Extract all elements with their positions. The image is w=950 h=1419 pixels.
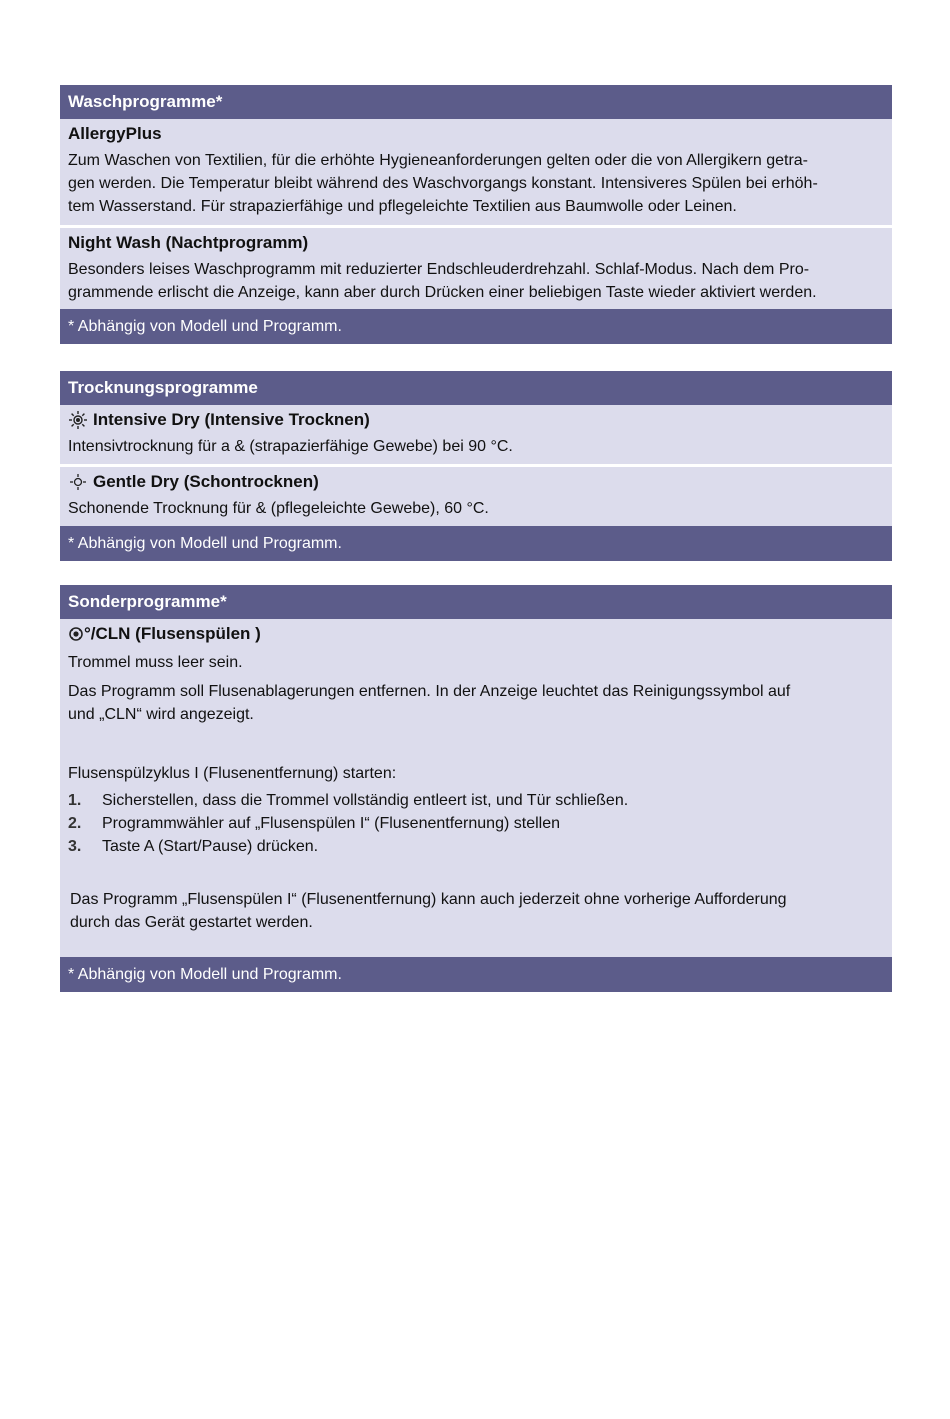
step-item: 2. Programmwähler auf „Flusenspülen I“ (Flusenentfernung) stellen [68, 815, 560, 832]
gentle-dry-title: Gentle Dry (Schontrocknen) [93, 472, 319, 491]
gentle-dry-description: Schonende Trocknung für & (pflegeleichte Gewebe), 60 °C. [68, 500, 489, 517]
wash-programs-table [60, 85, 892, 344]
dry-programs-table [60, 371, 892, 561]
dry-programs-footnote: * Abhängig von Modell und Programm. [60, 526, 892, 561]
steps-intro: Flusenspülzyklus I (Flusenentfernung) starten: [68, 765, 397, 782]
intensive-dry-title: Intensive Dry (Intensive Trocknen) [93, 410, 370, 429]
step-item: 3. Taste A (Start/Pause) drücken. [68, 838, 319, 855]
wash-programs-footnote: * Abhängig von Modell und Programm. [60, 309, 892, 344]
allergyplus-description: Zum Waschen von Textilien, für die erhöhte Hygieneanforderungen gelten oder die von Allergikern getra- gen werden. Die Temperatur bleibt während des Waschvorgangs konstant. Intensiveres Spülen bei erhöh- tem Wasserstand. Für strapazierfähige und pflegeleichte Textilien aus Baumwolle oder Leinen. [68, 152, 818, 215]
steps-list [68, 789, 884, 858]
intensive-dry-icon [68, 410, 88, 430]
night-wash-title: Night Wash (Nachtprogramm) [68, 233, 309, 252]
intensive-dry-description: Intensivtrocknung für a & (strapazierfähige Gewebe) bei 90 °C. [68, 438, 513, 455]
gentle-dry-row [60, 464, 892, 526]
night-wash-description: Besonders leises Waschprogramm mit reduzierter Endschleuderdrehzahl. Schlaf-Modus. Nach dem Pro- grammende erlischt die Anzeige, kann aber durch Drücken einer beliebigen Taste wieder aktiviert werden. [68, 261, 817, 301]
dry-programs-header: Trocknungsprogramme [60, 371, 892, 405]
special-programs-table [60, 585, 892, 992]
special-programs-footnote: * Abhängig von Modell und Programm. [60, 957, 892, 992]
step-item: 1. Sicherstellen, dass die Trommel vollständig entleert ist, und Tür schließen. [68, 792, 629, 809]
wash-programs-header: Waschprogramme* [60, 85, 892, 119]
intensive-dry-row [60, 405, 892, 464]
lint-rinse-row [60, 619, 892, 957]
special-programs-header: Sonderprogramme* [60, 585, 892, 619]
lint-rinse-note: Das Programm „Flusenspülen I“ (Flusenentfernung) kann auch jederzeit ohne vorherige Aufforderung durch das Gerät gestartet werden. [70, 891, 787, 931]
lint-rinse-title: °/CLN (Flusenspülen ) [84, 624, 261, 643]
night-wash-row [60, 225, 892, 309]
lint-rinse-description: Das Programm soll Flusenablagerungen entfernen. In der Anzeige leuchtet das Reinigungssymbol auf und „CLN“ wird angezeigt. [68, 683, 791, 723]
drum-clean-icon [68, 624, 84, 644]
allergyplus-row [60, 119, 892, 225]
gentle-dry-icon [68, 472, 88, 492]
drum-empty-note: Trommel muss leer sein. [68, 654, 243, 671]
allergyplus-title: AllergyPlus [68, 124, 162, 143]
